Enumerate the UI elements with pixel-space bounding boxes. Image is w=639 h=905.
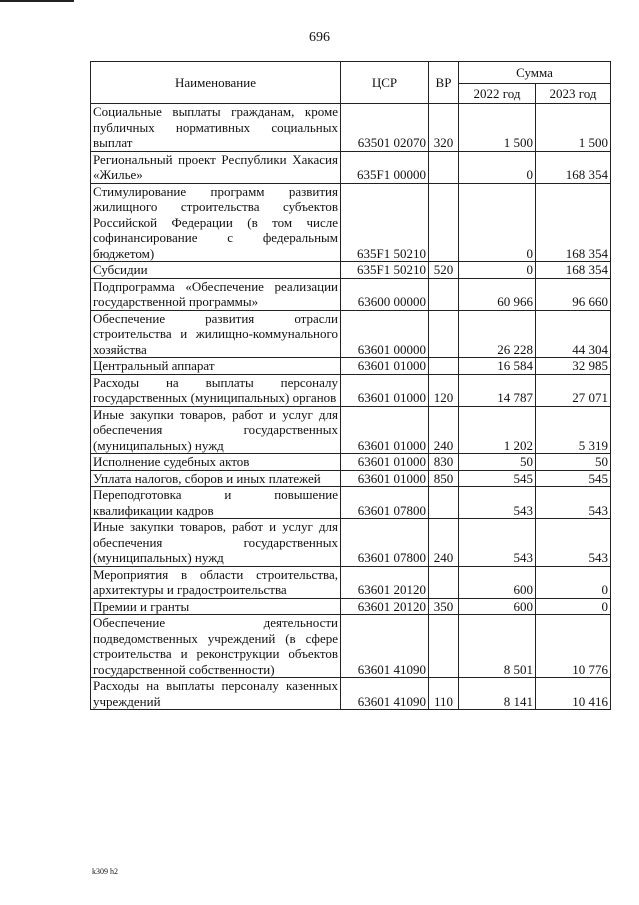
row-value-2022: 1 500 [459,104,536,152]
row-value-2022: 0 [459,183,536,262]
row-name: Субсидии [91,262,341,279]
row-value-2022: 14 787 [459,374,536,406]
row-csr: 63600 00000 [341,278,429,310]
table-row [91,519,611,567]
row-name: Иные закупки товаров, работ и услуг для обеспечения государственных (муниципальных) нужд [91,519,341,567]
table-row [91,278,611,310]
row-value-2023: 10 776 [536,615,611,678]
row-vr: 520 [429,262,459,279]
row-value-2023: 44 304 [536,310,611,358]
table-row [91,454,611,471]
table-row [91,358,611,375]
row-value-2022: 60 966 [459,278,536,310]
row-value-2023: 10 416 [536,678,611,710]
row-vr: 320 [429,104,459,152]
row-name: Региональный проект Республики Хакасия «Жилье» [91,151,341,183]
table-row [91,598,611,615]
row-value-2023: 1 500 [536,104,611,152]
row-name: Переподготовка и повышение квалификации кадров [91,487,341,519]
row-value-2023: 543 [536,487,611,519]
row-value-2023: 50 [536,454,611,471]
row-name: Премии и гранты [91,598,341,615]
row-vr [429,310,459,358]
row-value-2022: 8 501 [459,615,536,678]
row-value-2022: 600 [459,598,536,615]
row-csr: 63601 01000 [341,470,429,487]
row-csr: 63601 41090 [341,615,429,678]
row-value-2022: 26 228 [459,310,536,358]
row-value-2022: 545 [459,470,536,487]
table-row [91,615,611,678]
row-value-2023: 543 [536,519,611,567]
top-rule [0,0,74,2]
row-value-2022: 1 202 [459,406,536,454]
row-csr: 635F1 50210 [341,183,429,262]
table-row [91,310,611,358]
row-csr: 63601 01000 [341,374,429,406]
row-csr: 63601 20120 [341,598,429,615]
row-name: Исполнение судебных актов [91,454,341,471]
row-value-2023: 168 354 [536,151,611,183]
row-vr: 110 [429,678,459,710]
row-vr: 850 [429,470,459,487]
budget-table [90,61,611,710]
row-csr: 63601 20120 [341,566,429,598]
row-vr: 350 [429,598,459,615]
row-name: Расходы на выплаты персоналу казенных учреждений [91,678,341,710]
row-csr: 63601 01000 [341,406,429,454]
table-row [91,151,611,183]
row-value-2022: 0 [459,262,536,279]
table-row [91,104,611,152]
row-vr: 120 [429,374,459,406]
header-year-2023: 2023 год [536,84,611,104]
row-name: Стимулирование программ развития жилищного строительства субъектов Российской Федерации (в том числе софинансирование с федеральным бюджетом) [91,183,341,262]
table-row [91,406,611,454]
row-csr: 63501 02070 [341,104,429,152]
row-value-2022: 600 [459,566,536,598]
table-row [91,678,611,710]
row-value-2023: 0 [536,598,611,615]
row-value-2023: 545 [536,470,611,487]
row-value-2022: 8 141 [459,678,536,710]
row-value-2023: 168 354 [536,183,611,262]
row-csr: 63601 01000 [341,454,429,471]
row-value-2022: 543 [459,487,536,519]
page-number: 696 [309,30,330,45]
row-vr [429,487,459,519]
row-vr: 240 [429,406,459,454]
header-name: Наименование [91,62,341,104]
row-name: Социальные выплаты гражданам, кроме публичных нормативных социальных выплат [91,104,341,152]
header-year-2022: 2022 год [459,84,536,104]
table-row [91,183,611,262]
row-name: Уплата налогов, сборов и иных платежей [91,470,341,487]
row-value-2022: 543 [459,519,536,567]
row-name: Иные закупки товаров, работ и услуг для обеспечения государственных (муниципальных) нужд [91,406,341,454]
row-csr: 63601 01000 [341,358,429,375]
table-row [91,374,611,406]
row-value-2023: 168 354 [536,262,611,279]
row-vr [429,615,459,678]
row-csr: 63601 07800 [341,519,429,567]
row-csr: 635F1 00000 [341,151,429,183]
row-name: Подпрограмма «Обеспечение реализации государственной программы» [91,278,341,310]
header-csr: ЦСР [341,62,429,104]
row-value-2023: 0 [536,566,611,598]
row-value-2023: 32 985 [536,358,611,375]
row-vr [429,183,459,262]
footer-code: k309 h2 [92,867,118,876]
row-value-2023: 5 319 [536,406,611,454]
row-vr: 240 [429,519,459,567]
header-vr: ВР [429,62,459,104]
row-value-2023: 96 660 [536,278,611,310]
row-vr [429,358,459,375]
row-name: Мероприятия в области строительства, архитектуры и градостроительства [91,566,341,598]
row-name: Расходы на выплаты персоналу государственных (муниципальных) органов [91,374,341,406]
row-name: Центральный аппарат [91,358,341,375]
row-value-2022: 16 584 [459,358,536,375]
row-csr: 635F1 50210 [341,262,429,279]
table-body [91,104,611,710]
row-vr [429,566,459,598]
table-row [91,487,611,519]
row-csr: 63601 41090 [341,678,429,710]
row-value-2022: 0 [459,151,536,183]
row-name: Обеспечение деятельности подведомственных учреждений (в сфере строительства и реконструкции объектов государственной собственности) [91,615,341,678]
row-name: Обеспечение развития отрасли строительства и жилищно-коммунального хозяйства [91,310,341,358]
row-vr: 830 [429,454,459,471]
row-value-2023: 27 071 [536,374,611,406]
table-row [91,262,611,279]
table-row [91,470,611,487]
header-sum: Сумма [459,62,611,84]
table-row [91,566,611,598]
row-csr: 63601 07800 [341,487,429,519]
row-vr [429,151,459,183]
row-value-2022: 50 [459,454,536,471]
row-vr [429,278,459,310]
row-csr: 63601 00000 [341,310,429,358]
